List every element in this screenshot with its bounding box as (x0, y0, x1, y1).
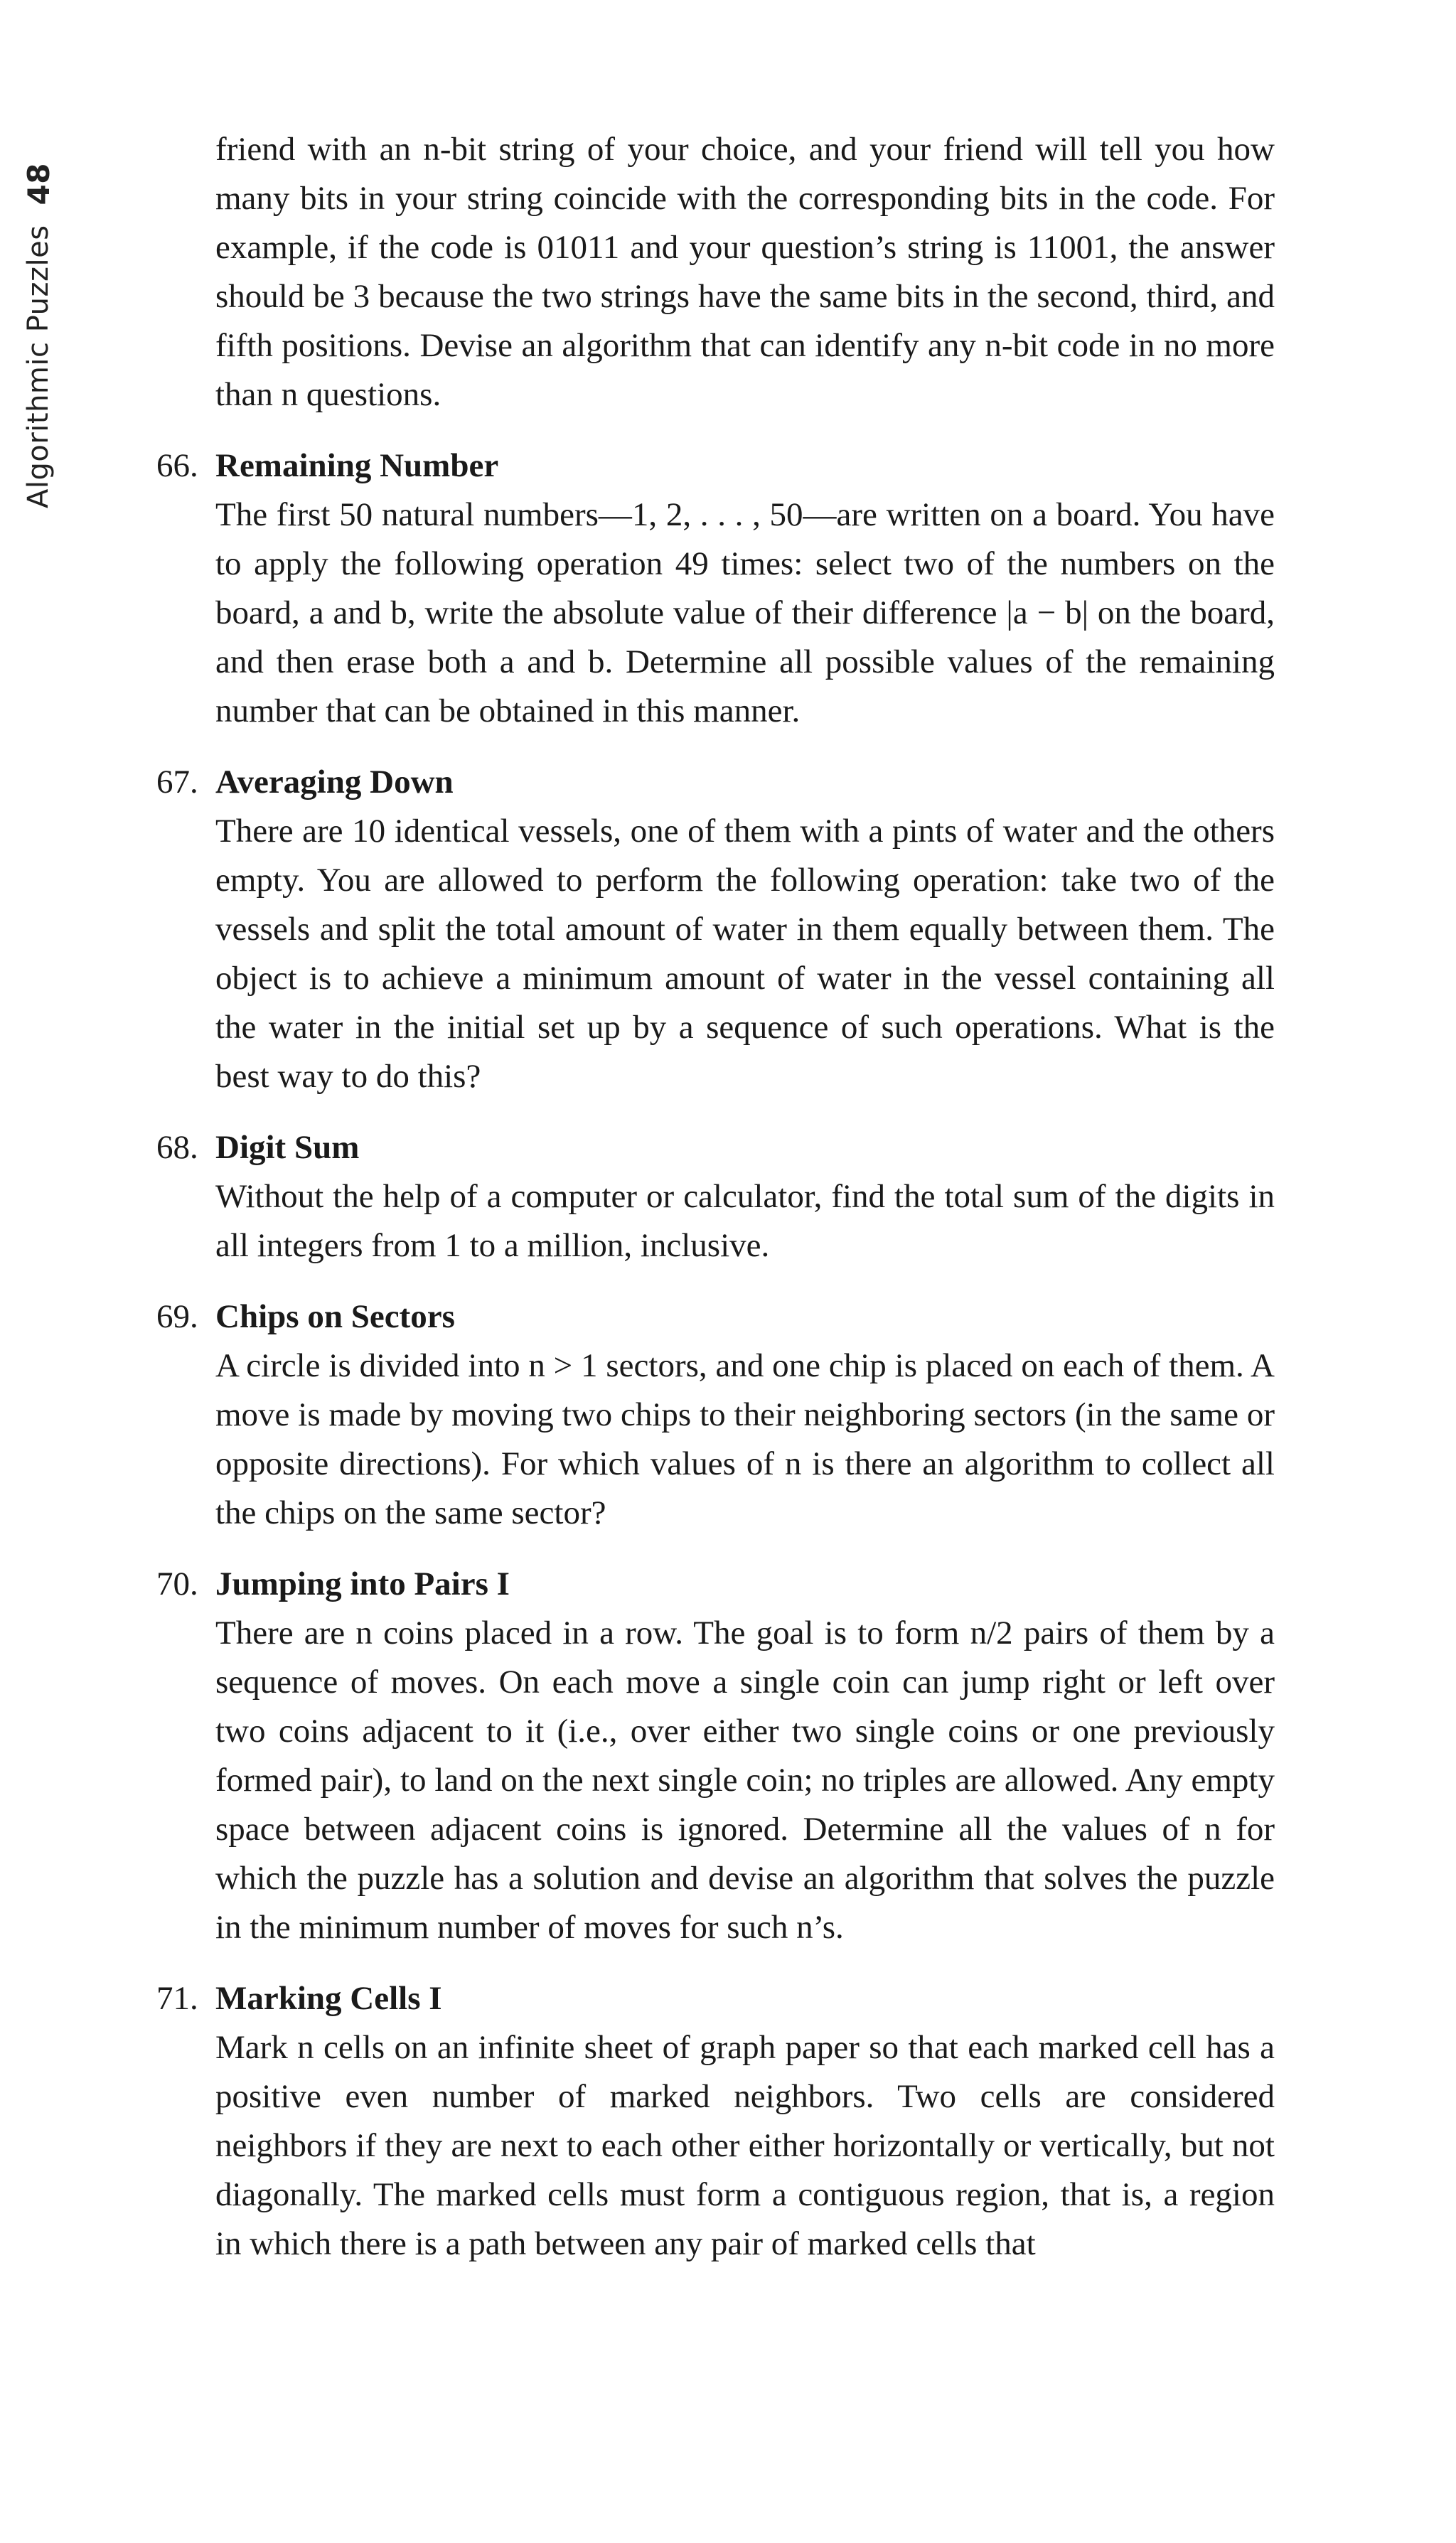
problem-title: Marking Cells I (215, 1980, 442, 2017)
problem-body: Without the help of a computer or calculator, find the total sum of the digits in all integers from 1 to a million, inclusive. (215, 1178, 1275, 1264)
problem-number: 69. (156, 1298, 198, 1335)
problem-number: 71. (156, 1980, 198, 2017)
book-title: Algorithmic Puzzles (22, 225, 55, 508)
problem-body: A circle is divided into n > 1 sectors, and one chip is placed on each of them. A move is made by moving two chips to their neighboring sectors (in the same or opposite directions). For which values of n is there an algorithm to collect all the chips on the same sector? (215, 1347, 1275, 1531)
problem-number: 67. (156, 764, 198, 801)
problem-number: 70. (156, 1565, 198, 1602)
problem-69 (156, 1292, 1275, 1538)
problem-71 (156, 1974, 1275, 2269)
problem-body: There are 10 identical vessels, one of them with a pints of water and the others empty. You are allowed to perform the following operation: take two of the vessels and split the total amount of water in them equally between them. The object is to achieve a minimum amount of water in the vessel containing all the water in the initial set up by a sequence of such operations. What is the best way to do this? (215, 813, 1275, 1095)
problem-body: The first 50 natural numbers—1, 2, . . . , 50—are written on a board. You have to apply the following operation 49 times: select two of the numbers on the board, a and b, write the absolute value of their difference |a − b| on the board, and then erase both a and b. Determine all possible values of the remaining number that can be obtained in this manner. (215, 496, 1275, 729)
page-content (156, 125, 1275, 2269)
problem-body: There are n coins placed in a row. The goal is to form n/2 pairs of them by a sequence of moves. On each move a single coin can jump right or left over two coins adjacent to it (i.e., over either two single coins or one previously formed pair), to land on the next single coin; no triples are allowed. Any empty space between adjacent coins is ignored. Determine all the values of n for which the puzzle has a solution and devise an algorithm that solves the puzzle in the minimum number of moves for such n’s. (215, 1615, 1275, 1946)
problem-title: Remaining Number (215, 447, 499, 484)
problem-67 (156, 758, 1275, 1101)
problem-title: Jumping into Pairs I (215, 1565, 510, 1602)
problem-body: Mark n cells on an infinite sheet of graph paper so that each marked cell has a positive even number of marked neighbors. Two cells are considered neighbors if they are next to each other either horizontally or vertically, but not diagonally. The marked cells must form a contiguous region, that is, a region in which there is a path between any pair of marked cells that (215, 2029, 1275, 2262)
problem-70 (156, 1560, 1275, 1952)
running-head (16, 139, 61, 508)
problem-title: Digit Sum (215, 1129, 360, 1166)
problem-68 (156, 1123, 1275, 1270)
intro-paragraph: friend with an n-bit string of your choice, and your friend will tell you how many bits in your string coincide with the corresponding bits in the code. For example, if the code is 01011 and your question’s string is 11001, the answer should be 3 because the two strings have the same bits in the second, third, and fifth positions. Devise an algorithm that can identify any n-bit code in no more than n questions. (215, 131, 1275, 413)
page-number: 48 (21, 163, 56, 205)
problem-66 (156, 441, 1275, 736)
problem-number: 68. (156, 1129, 198, 1166)
problem-number: 66. (156, 447, 198, 484)
problem-title: Averaging Down (215, 764, 454, 801)
problem-title: Chips on Sectors (215, 1298, 455, 1335)
